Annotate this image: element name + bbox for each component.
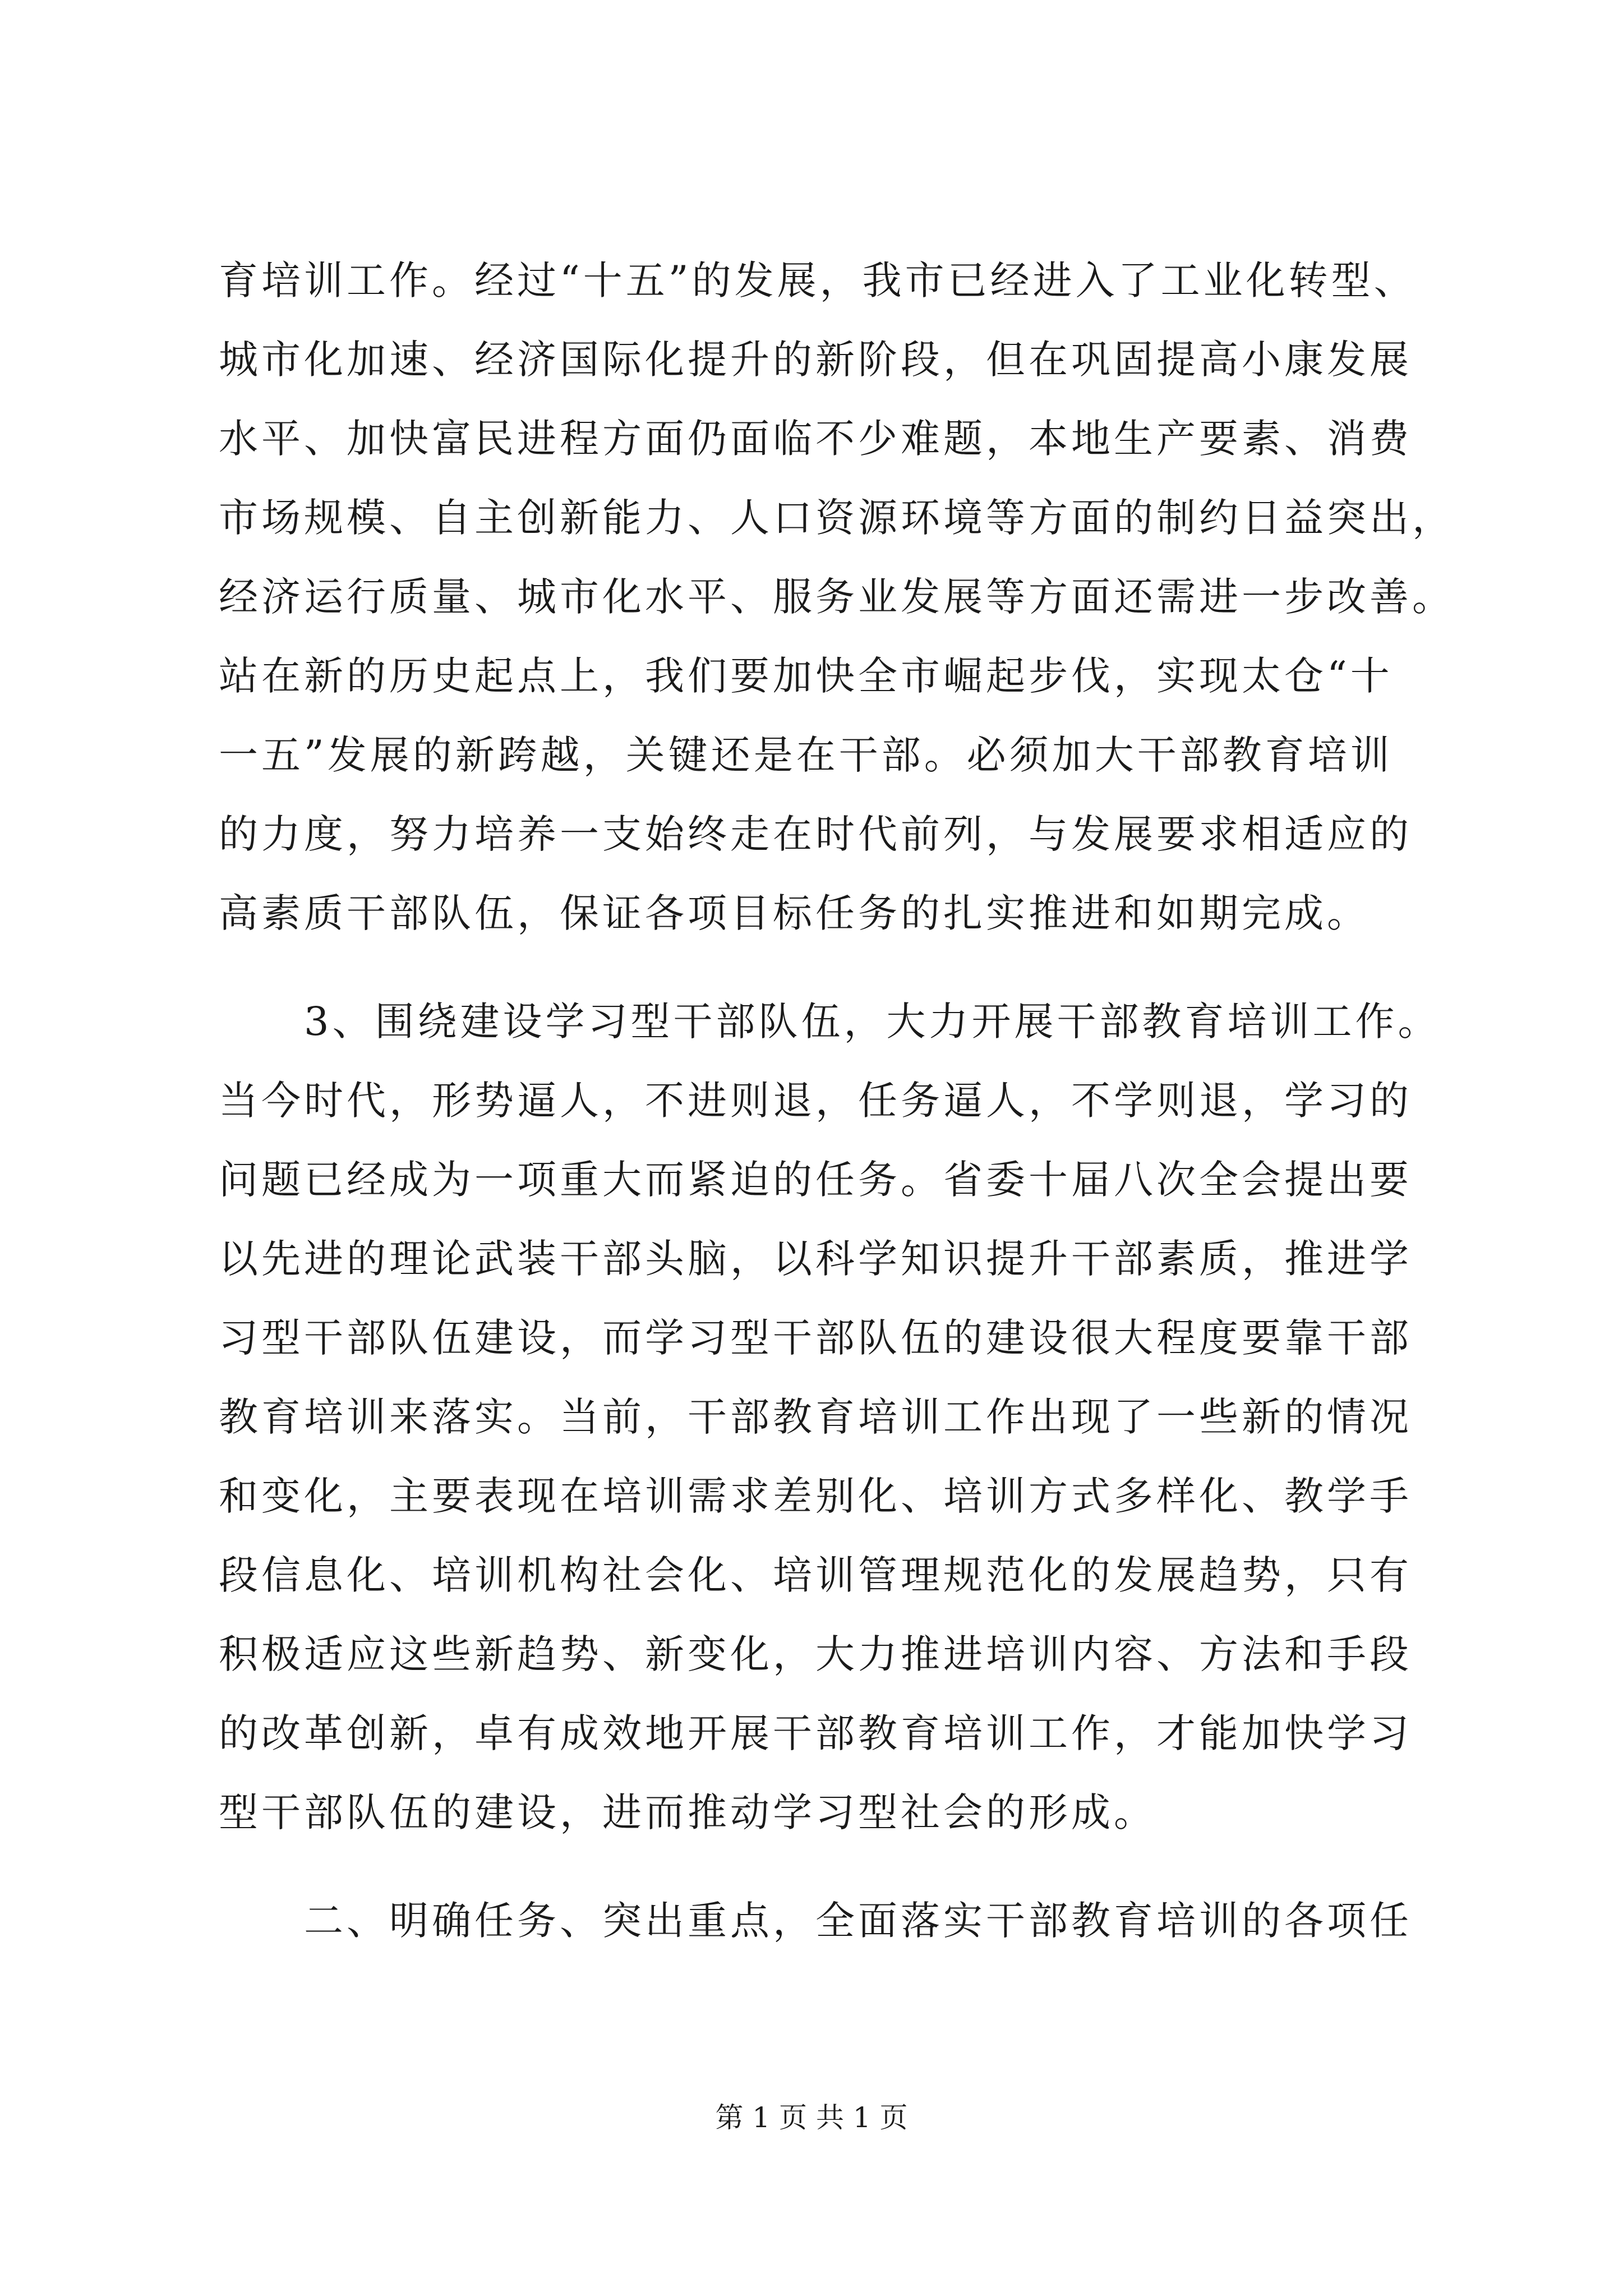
text-line: 育培训工作。经过“十五”的发展，我市已经进入了工业化转型、 bbox=[219, 257, 1417, 303]
document-body bbox=[219, 241, 1455, 1961]
page-footer bbox=[0, 2098, 1623, 2137]
page-indicator: 第 1 页 共 1 页 bbox=[715, 2101, 908, 2134]
section-heading-2 bbox=[219, 1881, 1419, 1961]
text-line: 习型干部队伍建设，而学习型干部队伍的建设很大程度要靠干部 bbox=[219, 1315, 1412, 1361]
text-line: 市场规模、自主创新能力、人口资源环境等方面的制约日益突出， bbox=[219, 495, 1455, 541]
text-line: 积极适应这些新趋势、新变化，大力推进培训内容、方法和手段 bbox=[219, 1631, 1412, 1677]
text-line: 型干部队伍的建设，进而推动学习型社会的形成。 bbox=[219, 1789, 1156, 1835]
text-line: 城市化加速、经济国际化提升的新阶段，但在巩固提高小康发展 bbox=[219, 337, 1412, 383]
text-line: 段信息化、培训机构社会化、培训管理规范化的发展趋势，只有 bbox=[219, 1552, 1412, 1598]
text-line: 以先进的理论武装干部头脑，以科学知识提升干部素质，推进学 bbox=[219, 1236, 1412, 1282]
text-line: 问题已经成为一项重大而紧迫的任务。省委十届八次全会提出要 bbox=[219, 1157, 1412, 1203]
text-line: 经济运行质量、城市化水平、服务业发展等方面还需进一步改善。 bbox=[219, 574, 1455, 620]
paragraph-gap bbox=[219, 953, 1419, 982]
text-line: 教育培训来落实。当前，干部教育培训工作出现了一些新的情况 bbox=[219, 1394, 1412, 1440]
text-line: 二、明确任务、突出重点，全面落实干部教育培训的各项任 bbox=[219, 1898, 1412, 1944]
paragraph-continuation bbox=[219, 241, 1455, 953]
text-line: 高素质干部队伍，保证各项目标任务的扎实推进和如期完成。 bbox=[219, 890, 1370, 936]
text-line: 的力度，努力培养一支始终走在时代前列，与发展要求相适应的 bbox=[219, 811, 1412, 857]
text-line: 一五”发展的新跨越，关键还是在干部。必须加大干部教育培训 bbox=[219, 732, 1393, 778]
text-line: 3、围绕建设学习型干部队伍，大力开展干部教育培训工作。 bbox=[219, 999, 1441, 1045]
text-line: 水平、加快富民进程方面仍面临不少难题，本地生产要素、消费 bbox=[219, 416, 1412, 462]
text-line: 站在新的历史起点上，我们要加快全市崛起步伐，实现太仓“十 bbox=[219, 653, 1393, 699]
text-line: 的改革创新，卓有成效地开展干部教育培训工作，才能加快学习 bbox=[219, 1710, 1412, 1756]
paragraph-section-3 bbox=[219, 982, 1441, 1852]
text-line: 当今时代，形势逼人，不进则退，任务逼人，不学则退，学习的 bbox=[219, 1078, 1412, 1124]
text-line: 和变化，主要表现在培训需求差别化、培训方式多样化、教学手 bbox=[219, 1473, 1412, 1519]
paragraph-gap bbox=[219, 1852, 1419, 1881]
